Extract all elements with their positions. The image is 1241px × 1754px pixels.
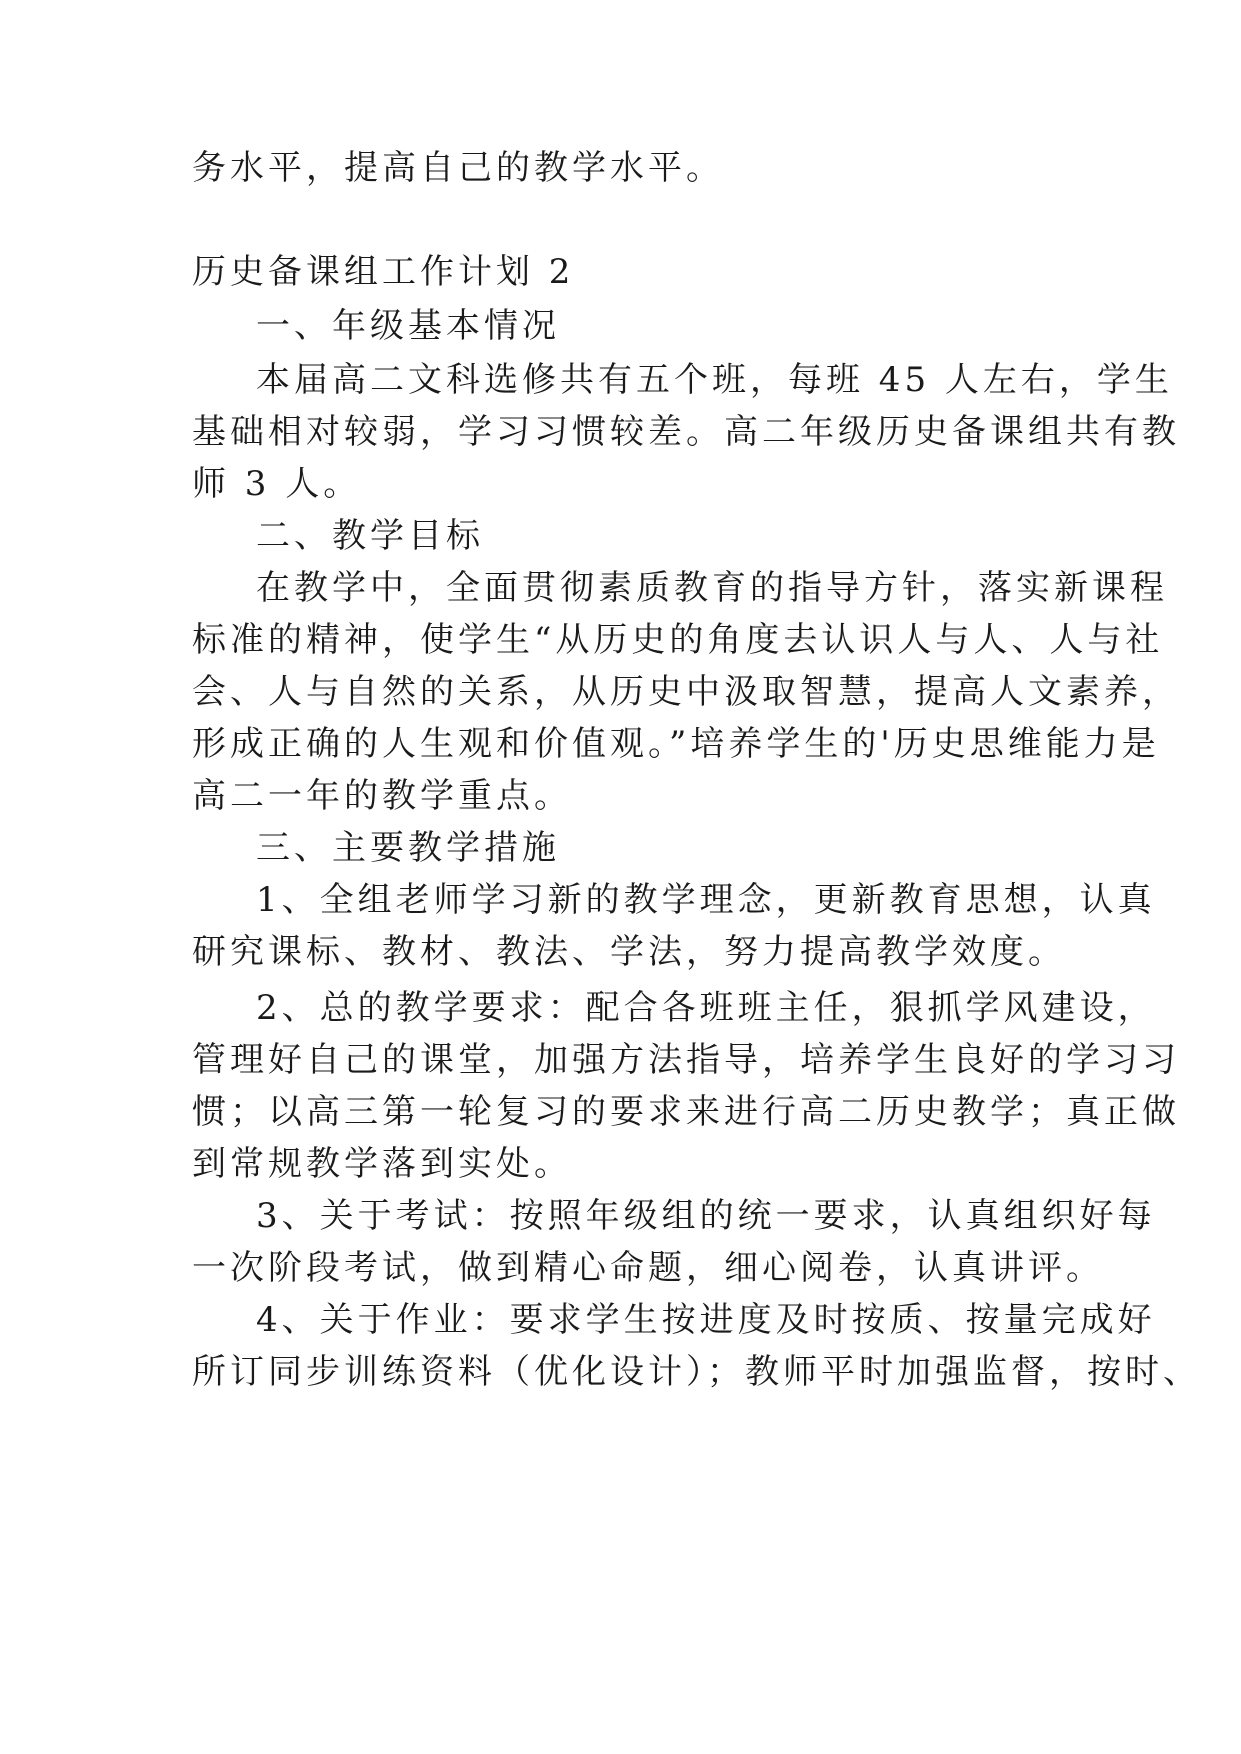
section-heading: 二、教学目标: [256, 516, 484, 556]
paragraph-line: 管理好自己的课堂，加强方法指导，培养学生良好的学习习: [192, 1040, 1180, 1080]
paragraph-line: 会、人与自然的关系，从历史中汲取智慧，提高人文素养，: [192, 672, 1180, 712]
paragraph-line: 所订同步训练资料（优化设计）；教师平时加强监督，按时、: [192, 1352, 1201, 1392]
paragraph-line: 高二一年的教学重点。: [192, 776, 572, 816]
section-heading: 三、主要教学措施: [256, 828, 560, 868]
paragraph-line: 师 3 人。: [192, 464, 362, 504]
section-heading: 一、年级基本情况: [256, 306, 560, 346]
paragraph-line: 务水平，提高自己的教学水平。: [192, 148, 724, 188]
paragraph-line: 形成正确的人生观和价值观。”培养学生的'历史思维能力是: [192, 724, 1160, 764]
paragraph-line: 标准的精神，使学生“从历史的角度去认识人与人、人与社: [192, 620, 1164, 660]
paragraph-line: 3、关于考试：按照年级组的统一要求，认真组织好每: [256, 1196, 1156, 1236]
section-title: 历史备课组工作计划 2: [192, 252, 575, 292]
paragraph-line: 研究课标、教材、教法、学法，努力提高教学效度。: [192, 932, 1066, 972]
paragraph-line: 到常规教学落到实处。: [192, 1144, 572, 1184]
paragraph-line: 惯；以高三第一轮复习的要求来进行高二历史教学；真正做: [192, 1092, 1180, 1132]
paragraph-line: 2、总的教学要求：配合各班班主任，狠抓学风建设，: [256, 988, 1156, 1028]
paragraph-line: 在教学中，全面贯彻素质教育的指导方针，落实新课程: [256, 568, 1168, 608]
paragraph-line: 4、关于作业：要求学生按进度及时按质、按量完成好: [256, 1300, 1156, 1340]
paragraph-line: 基础相对较弱，学习习惯较差。高二年级历史备课组共有教: [192, 412, 1180, 452]
paragraph-line: 一次阶段考试，做到精心命题，细心阅卷，认真讲评。: [192, 1248, 1104, 1288]
paragraph-line: 1、全组老师学习新的教学理念，更新教育思想，认真: [256, 880, 1156, 920]
paragraph-line: 本届高二文科选修共有五个班，每班 45 人左右，学生: [256, 360, 1173, 400]
